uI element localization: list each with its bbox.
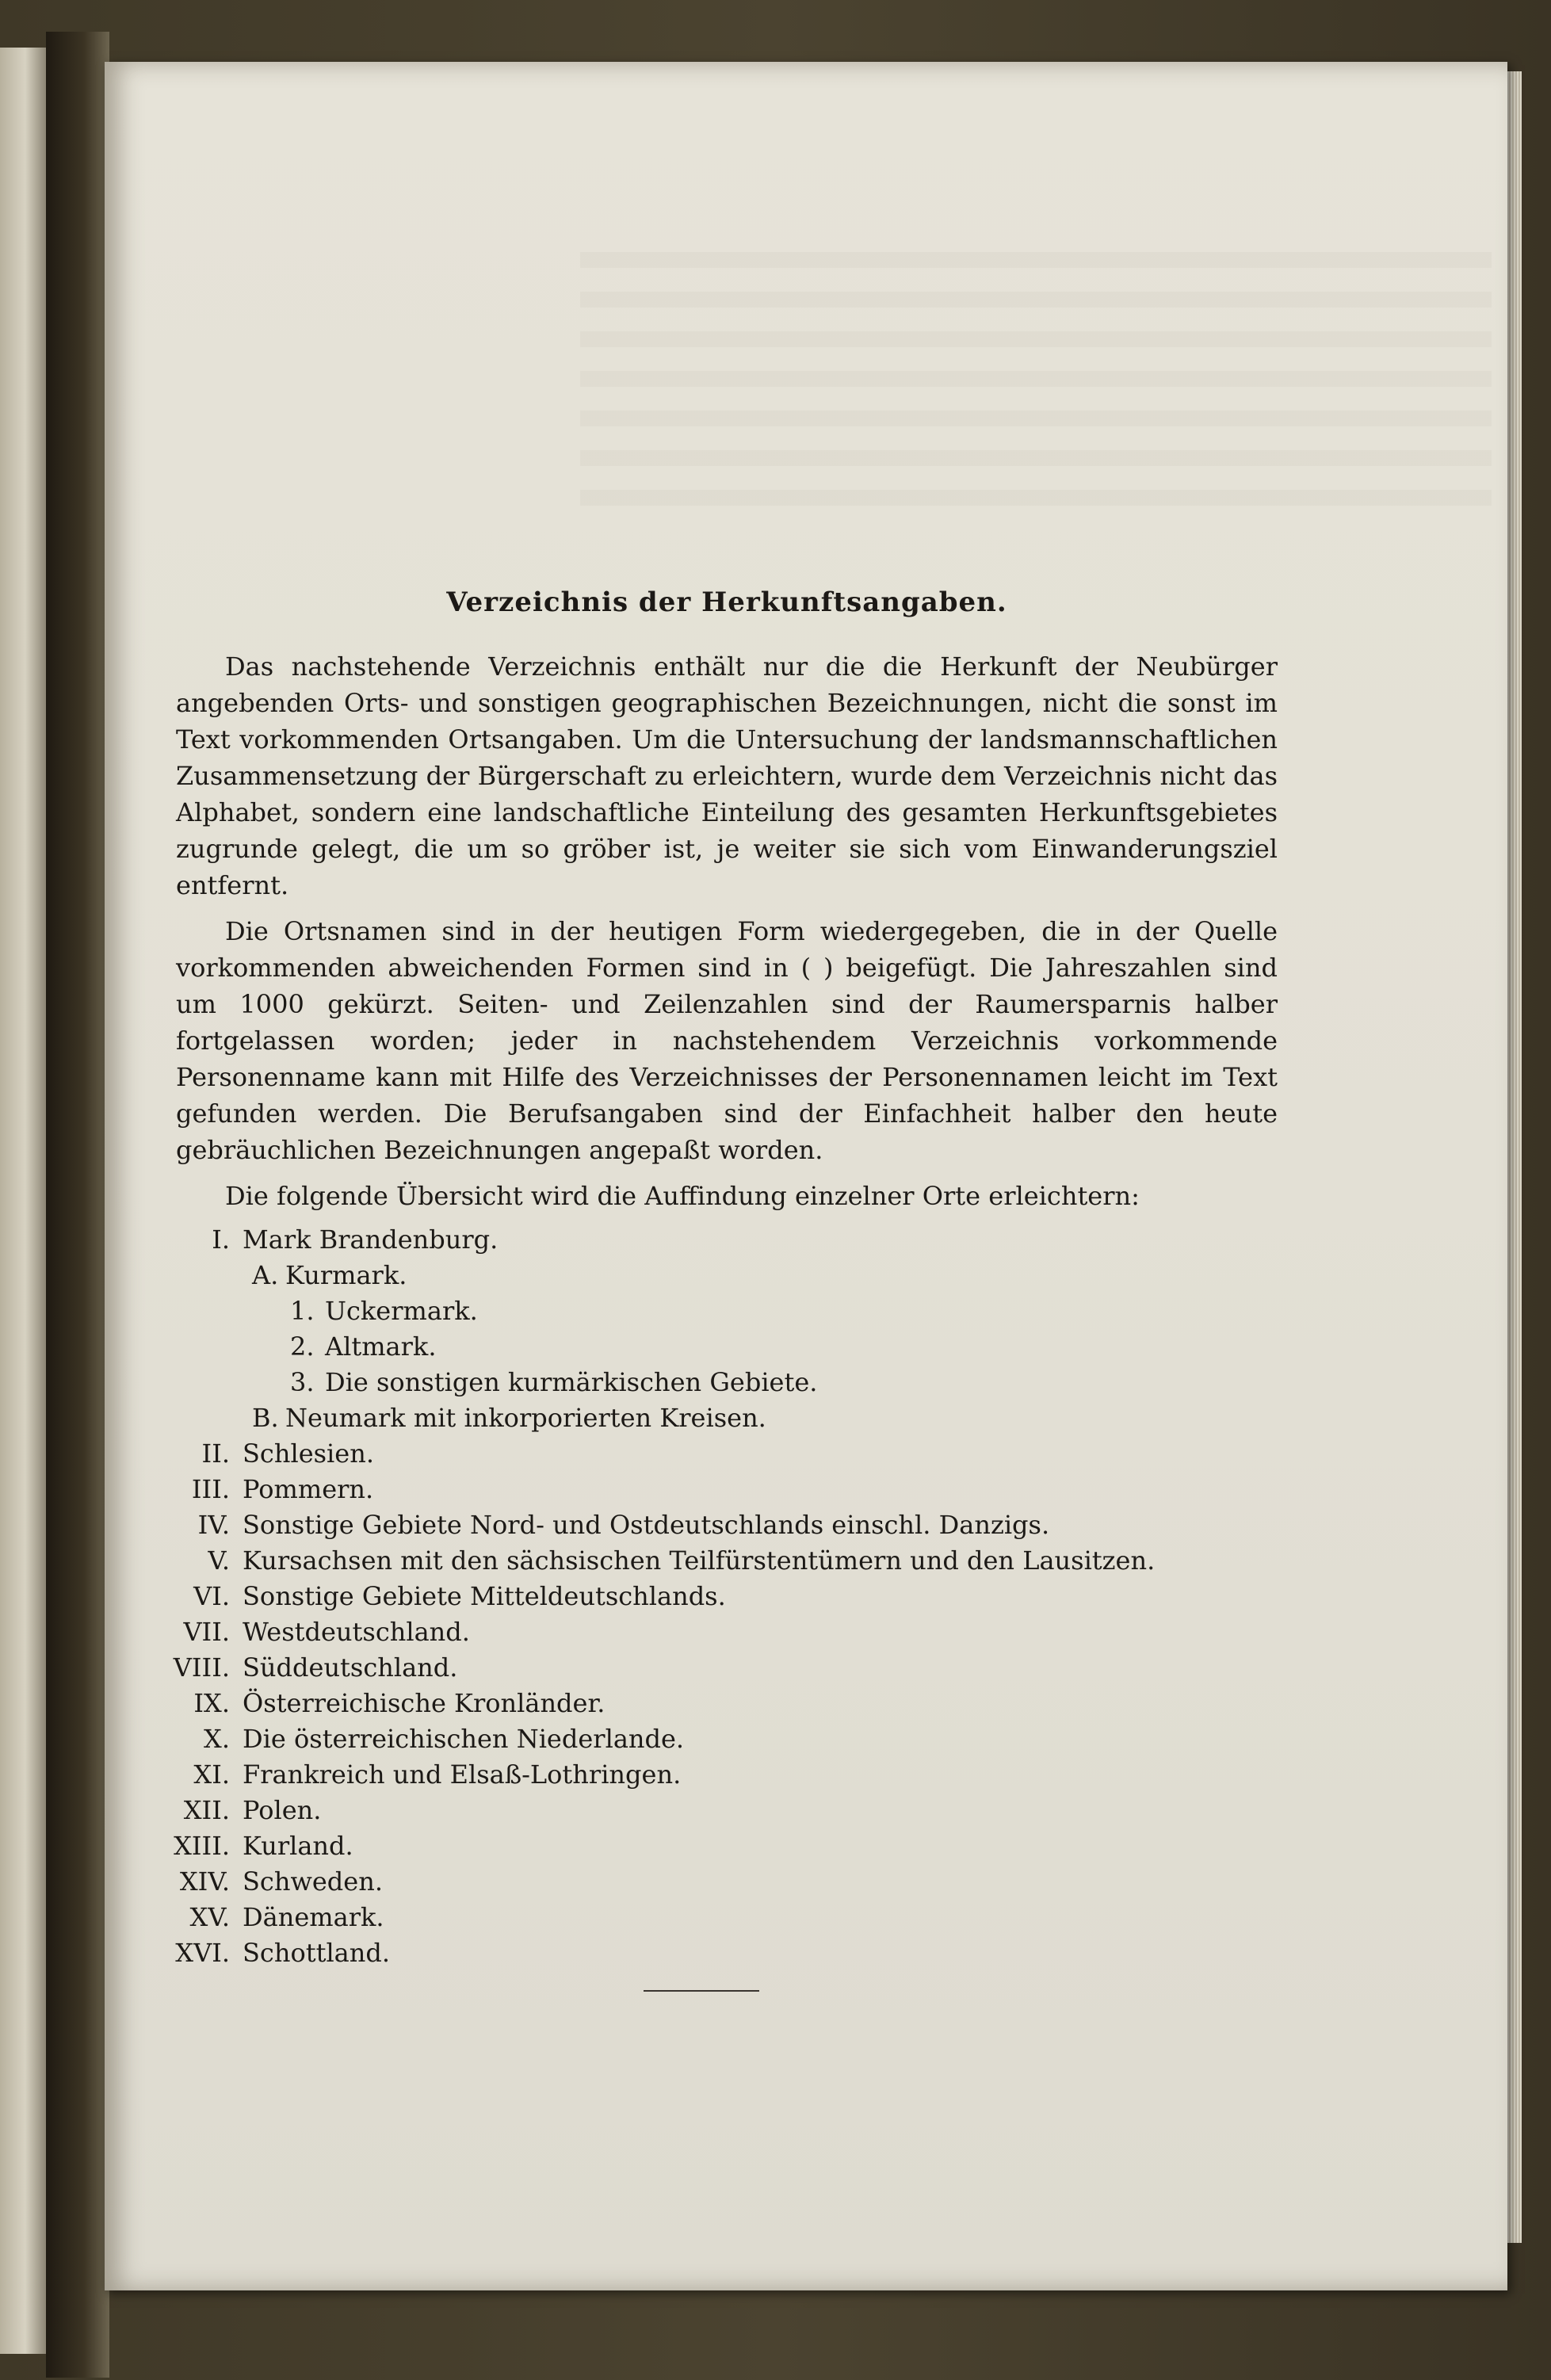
item-number: V. [208, 1545, 230, 1576]
item-label: Neumark mit inkorporierten Kreisen. [285, 1403, 766, 1433]
item-label: Kursachsen mit den sächsischen Teilfürstentümern und den Lausitzen. [243, 1545, 1156, 1576]
list-item [176, 1472, 1278, 1507]
item-label: Mark Brandenburg. [243, 1224, 499, 1255]
list-item [173, 1650, 1278, 1686]
show-through-text [580, 252, 1492, 521]
item-label: Pommern. [243, 1474, 374, 1504]
item-number: II. [201, 1438, 230, 1469]
list-item [176, 1222, 1278, 1258]
list-item [176, 1400, 1278, 1436]
item-label: Sonstige Gebiete Mitteldeutschlands. [243, 1581, 726, 1611]
paragraph-2: Die Ortsnamen sind in der heutigen Form wiedergegeben, die in der Quelle vorkommenden abweichenden Formen sind in ( ) beigefügt. Die Jahreszahlen sind um 1000 gekürzt. Seiten- und Zeilenzahlen sind der Raumersparnis halber fortgelassen worden; jeder in nachstehendem Verzeichnis vorkommende Personenname kann mit Hilfe des Verzeichnisses der Personennamen leicht im Text gefunden werden. Die Berufsangaben sind der Einfachheit halber den heute gebräuchlichen Bezeichnungen angepaßt worden. [176, 916, 1278, 1165]
item-label: Dänemark. [243, 1902, 384, 1932]
item-label: Uckermark. [325, 1296, 478, 1326]
item-label: Frankreich und Elsaß-Lothringen. [243, 1759, 682, 1790]
page-content [173, 586, 1278, 1971]
item-number: 1. [290, 1296, 315, 1326]
list-item [176, 1757, 1278, 1793]
list-item [176, 1793, 1278, 1828]
item-number: VI. [193, 1581, 230, 1611]
list-item [176, 1686, 1278, 1721]
list-item [176, 1828, 1278, 1864]
list-item [176, 1900, 1278, 1935]
item-number: IX. [193, 1688, 230, 1718]
list-item [176, 1436, 1278, 1472]
item-number: VIII. [173, 1652, 230, 1683]
page-title: Verzeichnis der Herkunftsangaben. [446, 586, 1007, 618]
list-item [176, 1258, 1278, 1293]
item-number: XIV. [179, 1866, 230, 1897]
item-label: Schweden. [243, 1866, 383, 1897]
overview-intro: Die folgende Übersicht wird die Auffindung einzelner Orte erleichtern: [225, 1181, 1140, 1211]
book-gutter [46, 32, 109, 2378]
list-item [176, 1614, 1278, 1650]
item-number: B. [252, 1403, 279, 1433]
list-item [176, 1543, 1278, 1579]
section-end-rule [644, 1990, 759, 1992]
item-number: XII. [183, 1795, 230, 1825]
list-item [176, 1329, 1278, 1365]
item-number: XVI. [175, 1938, 230, 1968]
item-number: I. [212, 1224, 230, 1255]
item-number: IV. [197, 1510, 230, 1540]
item-number: XIII. [174, 1831, 230, 1861]
item-label: Schlesien. [243, 1438, 374, 1469]
facing-page-edge [0, 48, 46, 2354]
item-label: Die sonstigen kurmärkischen Gebiete. [325, 1367, 818, 1397]
item-label: Kurmark. [285, 1260, 407, 1290]
item-label: Süddeutschland. [243, 1652, 458, 1683]
item-label: Schottland. [243, 1938, 391, 1968]
item-number: A. [252, 1260, 279, 1290]
list-item [176, 1293, 1278, 1329]
item-number: VII. [183, 1617, 230, 1647]
item-label: Sonstige Gebiete Nord- und Ostdeutschlands einschl. Danzigs. [243, 1510, 1050, 1540]
list-item [176, 1721, 1278, 1757]
list-item [176, 1365, 1278, 1400]
list-item [176, 1507, 1278, 1543]
item-label: Altmark. [325, 1331, 437, 1362]
list-item [176, 1864, 1278, 1900]
item-number: XV. [189, 1902, 230, 1932]
item-label: Westdeutschland. [243, 1617, 470, 1647]
item-number: 2. [290, 1331, 315, 1362]
item-label: Die österreichischen Niederlande. [243, 1724, 685, 1754]
paragraph-1: Das nachstehende Verzeichnis enthält nur die die Herkunft der Neubürger angebenden Orts- und sonstigen geographischen Bezeichnungen, nicht die sonst im Text vorkommenden Ortsangaben. Um die Untersuchung der landsmannschaftlichen Zusammensetzung der Bürgerschaft zu erleichtern, wurde dem Verzeichnis nicht das Alphabet, sondern eine landschaftliche Einteilung des gesamten Herkunftsgebietes zugrunde gelegt, die um so gröber ist, je weiter sie sich vom Einwanderungsziel entfernt. [176, 651, 1278, 900]
list-item [176, 1935, 1278, 1971]
item-label: Polen. [243, 1795, 322, 1825]
item-number: 3. [290, 1367, 315, 1397]
list-item [176, 1579, 1278, 1614]
item-label: Österreichische Kronländer. [243, 1688, 606, 1718]
item-number: III. [191, 1474, 230, 1504]
item-label: Kurland. [243, 1831, 353, 1861]
item-number: X. [204, 1724, 230, 1754]
region-list [173, 1222, 1278, 1971]
item-number: XI. [193, 1759, 230, 1790]
